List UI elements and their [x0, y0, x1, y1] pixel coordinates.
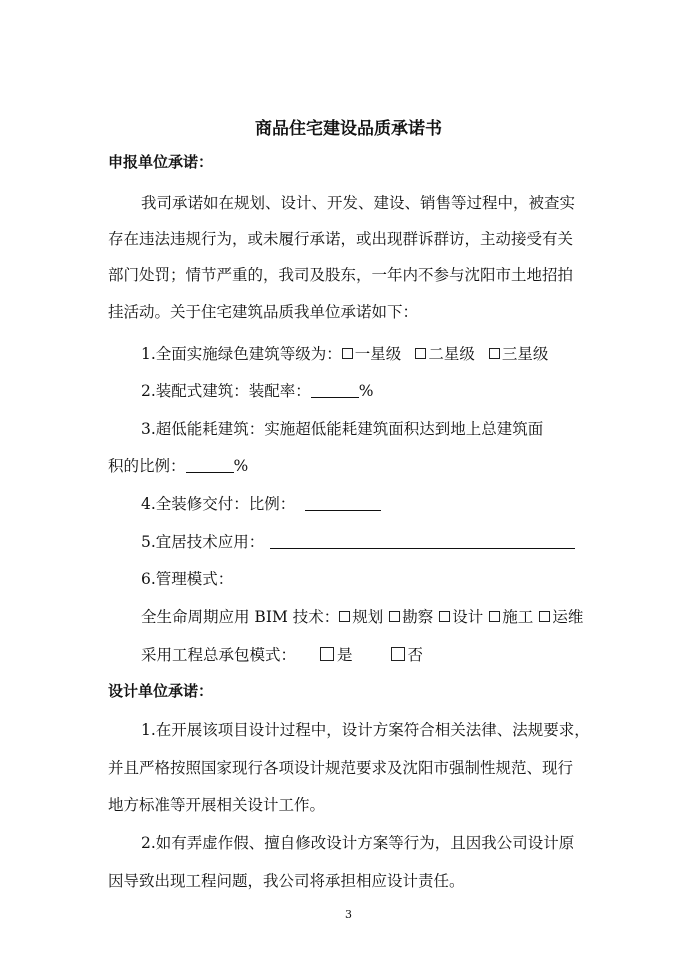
checkbox-icon[interactable] [339, 611, 350, 622]
item-green-building-label: 1.全面实施绿色建筑等级为： [141, 345, 342, 363]
design-paragraph-1-line-1: 1.在开展该项目设计过程中，设计方案符合相关法律、法规要求， [141, 721, 590, 739]
applicant-paragraph-line-2: 存在违法违规行为，或未履行承诺，或出现群诉群访，主动接受有关 [108, 230, 574, 248]
prefab-rate-blank[interactable] [311, 381, 359, 398]
low-energy-unit: % [233, 457, 249, 475]
page-number: 3 [345, 908, 352, 921]
epc-option-yes[interactable]: 是 [320, 644, 353, 666]
page-title: 商品住宅建设品质承诺书 [255, 119, 442, 139]
item-prefabricated-label: 2.装配式建筑：装配率： [141, 382, 311, 400]
low-energy-ratio-blank[interactable] [186, 456, 234, 473]
item-low-energy-line-2 [108, 455, 248, 477]
bim-option-survey[interactable]: 勘察 [389, 606, 433, 628]
checkbox-icon[interactable] [489, 348, 500, 359]
item-livable-tech-label: 5.宜居技术应用： [141, 533, 265, 551]
full-decoration-ratio-blank[interactable] [305, 494, 381, 511]
checkbox-icon[interactable] [539, 611, 550, 622]
bim-option-design[interactable]: 设计 [439, 606, 483, 628]
item-livable-tech [141, 531, 575, 553]
bim-option-planning[interactable]: 规划 [339, 606, 383, 628]
checkbox-icon[interactable] [415, 348, 426, 359]
item-full-decoration-label: 4.全装修交付：比例： [141, 495, 296, 513]
epc-row [141, 644, 437, 666]
design-heading: 设计单位承诺： [108, 682, 214, 700]
checkbox-icon[interactable] [342, 348, 353, 359]
design-paragraph-1-line-3: 地方标准等开展相关设计工作。 [108, 796, 326, 814]
epc-option-no[interactable]: 否 [391, 644, 424, 666]
option-one-star[interactable]: 一星级 [342, 343, 402, 365]
applicant-paragraph-line-1: 我司承诺如在规划、设计、开发、建设、销售等过程中，被查实 [141, 194, 576, 212]
design-paragraph-1-line-2: 并且严格按照国家现行各项设计规范要求及沈阳市强制性规范、现行 [108, 759, 574, 777]
option-two-star[interactable]: 二星级 [415, 343, 475, 365]
item-prefabricated [141, 380, 374, 402]
bim-option-construction[interactable]: 施工 [489, 606, 533, 628]
item-low-energy-label: 积的比例： [108, 457, 186, 475]
item-management-mode: 6.管理模式： [141, 570, 234, 588]
bim-label: 全生命周期应用 BIM 技术： [141, 608, 340, 626]
item-green-building [141, 343, 562, 365]
item-full-decoration [141, 493, 381, 515]
applicant-paragraph-line-3: 部门处罚；情节严重的，我司及股东，一年内不参与沈阳市土地招拍 [108, 266, 574, 284]
prefab-unit: % [358, 382, 374, 400]
checkbox-icon[interactable] [389, 611, 400, 622]
checkbox-icon[interactable] [489, 611, 500, 622]
option-three-star[interactable]: 三星级 [489, 343, 549, 365]
checkbox-icon[interactable] [320, 647, 334, 661]
checkbox-icon[interactable] [391, 647, 405, 661]
epc-label: 采用工程总承包模式： [141, 646, 297, 664]
bim-option-operation[interactable]: 运维 [539, 606, 583, 628]
livable-tech-blank[interactable] [270, 532, 575, 549]
applicant-paragraph-line-4: 挂活动。关于住宅建筑品质我单位承诺如下： [108, 303, 419, 321]
applicant-heading: 申报单位承诺： [108, 153, 214, 171]
design-paragraph-2-line-2: 因导致出现工程问题，我公司将承担相应设计责任。 [108, 872, 465, 890]
checkbox-icon[interactable] [439, 611, 450, 622]
bim-row [141, 606, 583, 628]
design-paragraph-2-line-1: 2.如有弄虚作假、擅自修改设计方案等行为，且因我公司设计原 [141, 834, 575, 852]
item-low-energy-line-1: 3.超低能耗建筑：实施超低能耗建筑面积达到地上总建筑面 [141, 420, 544, 438]
